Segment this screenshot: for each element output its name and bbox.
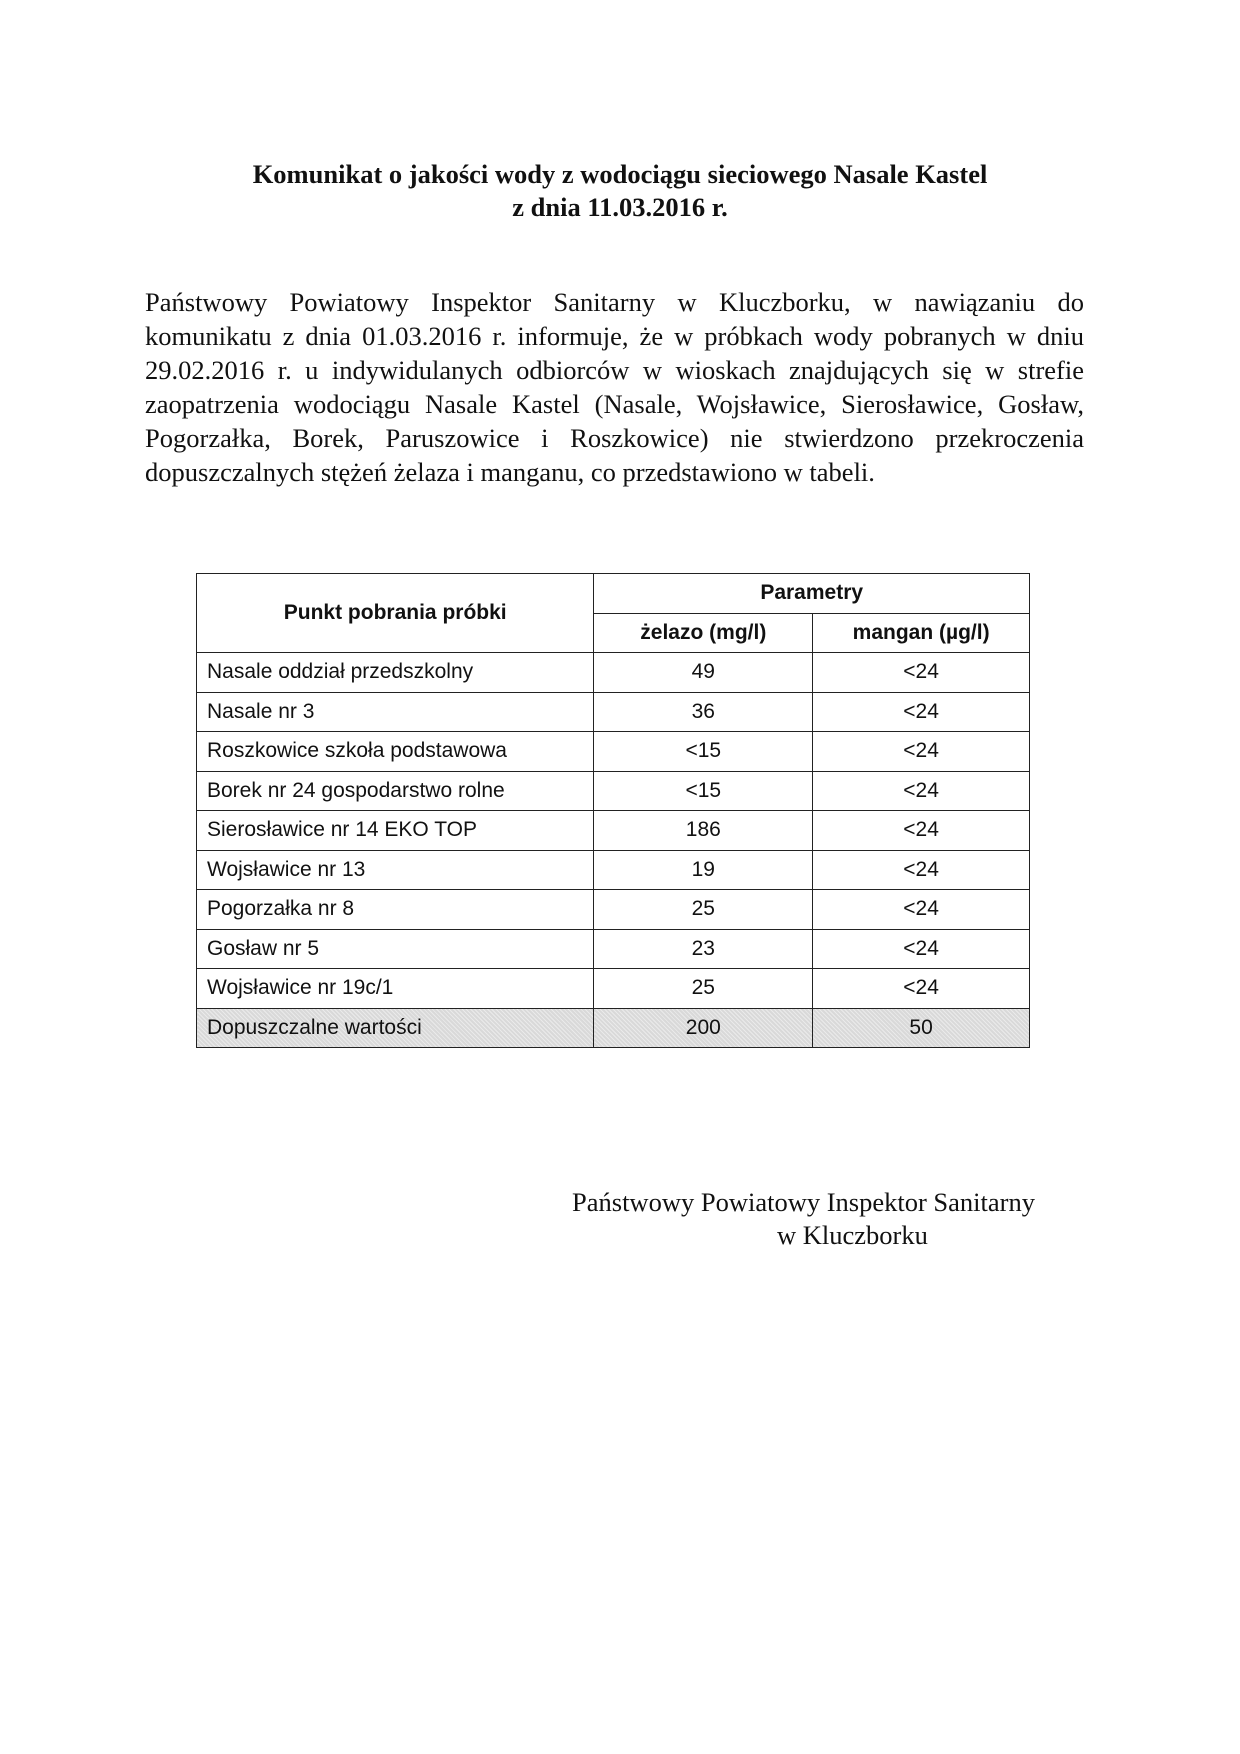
signature-line-2: w Kluczborku — [777, 1220, 928, 1250]
manganese-value: <24 — [813, 771, 1030, 811]
table-row — [197, 732, 1030, 772]
manganese-limit: 50 — [813, 1008, 1030, 1048]
iron-value: <15 — [594, 771, 813, 811]
sampling-point: Nasale oddział przedszkolny — [197, 653, 594, 693]
document-title — [0, 158, 1240, 224]
signature-line-1: Państwowy Powiatowy Inspektor Sanitarny — [572, 1187, 1035, 1217]
table-row — [197, 929, 1030, 969]
sampling-point: Pogorzałka nr 8 — [197, 890, 594, 930]
title-line-2: z dnia 11.03.2016 r. — [512, 192, 728, 222]
title-line-1: Komunikat o jakości wody z wodociągu sieciowego Nasale Kastel — [252, 159, 988, 189]
limit-row — [197, 1008, 1030, 1048]
iron-value: 36 — [594, 692, 813, 732]
iron-value: 23 — [594, 929, 813, 969]
sampling-point: Wojsławice nr 13 — [197, 850, 594, 890]
results-table — [196, 573, 1030, 1048]
manganese-value: <24 — [813, 692, 1030, 732]
header-manganese: mangan (µg/l) — [813, 613, 1030, 653]
sampling-point: Roszkowice szkoła podstawowa — [197, 732, 594, 772]
table-row — [197, 890, 1030, 930]
iron-value: 19 — [594, 850, 813, 890]
manganese-value: <24 — [813, 732, 1030, 772]
iron-value: 49 — [594, 653, 813, 693]
sampling-point: Sierosławice nr 14 EKO TOP — [197, 811, 594, 851]
header-iron: żelazo (mg/l) — [594, 613, 813, 653]
manganese-value: <24 — [813, 890, 1030, 930]
intro-paragraph: Państwowy Powiatowy Inspektor Sanitarny w Kluczborku, w nawiązaniu do komunikatu z dnia 01.03.2016 r. informuje, że w próbkach wody pobranych w dniu 29.02.2016 r. u indywidulanych odbiorców w wioskach znajdujących się w strefie zaopatrzenia wodociągu Nasale Kastel (Nasale, Wojsławice, Sierosławice, Gosław, Pogorzałka, Borek, Paruszowice i Roszkowice) nie stwierdzono przekroczenia dopuszczalnych stężeń żelaza i manganu, co przedstawiono w tabeli. — [145, 287, 1084, 487]
iron-value: <15 — [594, 732, 813, 772]
sampling-point: Nasale nr 3 — [197, 692, 594, 732]
iron-limit: 200 — [594, 1008, 813, 1048]
table-row — [197, 653, 1030, 693]
header-parameters: Parametry — [594, 574, 1030, 614]
signature-block — [572, 1186, 1072, 1252]
sampling-point: Gosław nr 5 — [197, 929, 594, 969]
limit-label: Dopuszczalne wartości — [197, 1008, 594, 1048]
table-row — [197, 969, 1030, 1009]
table-row — [197, 811, 1030, 851]
manganese-value: <24 — [813, 850, 1030, 890]
sampling-point: Wojsławice nr 19c/1 — [197, 969, 594, 1009]
iron-value: 25 — [594, 969, 813, 1009]
header-sampling-point: Punkt pobrania próbki — [197, 574, 594, 653]
manganese-value: <24 — [813, 969, 1030, 1009]
manganese-value: <24 — [813, 811, 1030, 851]
table-row — [197, 692, 1030, 732]
manganese-value: <24 — [813, 653, 1030, 693]
table-row — [197, 771, 1030, 811]
iron-value: 25 — [594, 890, 813, 930]
table-header-row — [197, 574, 1030, 614]
table-row — [197, 850, 1030, 890]
sampling-point: Borek nr 24 gospodarstwo rolne — [197, 771, 594, 811]
manganese-value: <24 — [813, 929, 1030, 969]
iron-value: 186 — [594, 811, 813, 851]
